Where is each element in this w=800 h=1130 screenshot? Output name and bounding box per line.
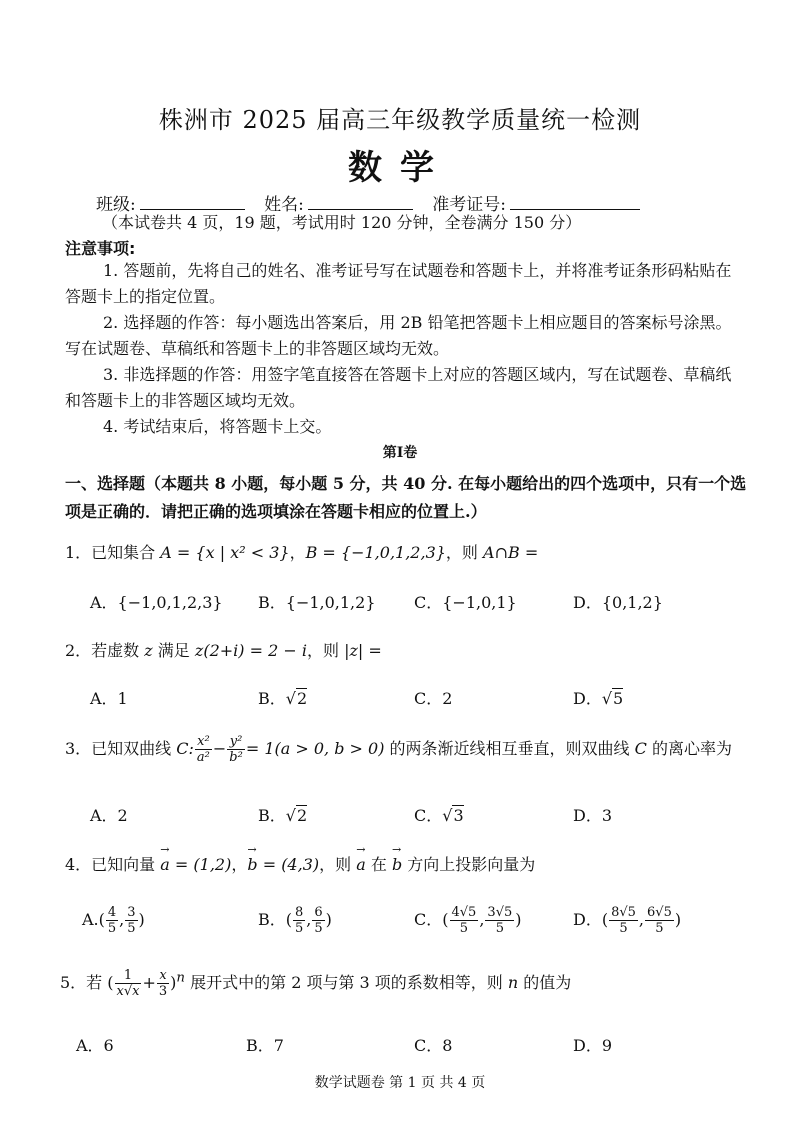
q2-option-d[interactable]: D．√5 bbox=[573, 689, 624, 708]
q5-option-c[interactable]: C．8 bbox=[414, 1036, 453, 1055]
q4-option-c[interactable]: C．( $\frac{4√5}{5}$ , $\frac{3√5}{5}$ ) bbox=[414, 905, 522, 936]
q3-curve-name: C: bbox=[176, 739, 194, 758]
q5-frac-2-num: x bbox=[157, 968, 169, 984]
q4-option-b[interactable]: B．( $\frac{8}{5}$ , $\frac{6}{5}$ ) bbox=[258, 905, 332, 936]
subject-title: 数学 bbox=[348, 148, 452, 188]
notice-item-3-text: 3. 非选择题的作答：用签字笔直接答在答题卡上对应的答题区域内，写在试题卷、草稿纸和答题卡上的非答题区域均无效。 bbox=[65, 365, 732, 410]
q4-d-frac-2 bbox=[645, 905, 674, 936]
q4-stem-a: 4．已知向量 bbox=[65, 855, 161, 874]
q5-frac-2-den: 3 bbox=[158, 984, 168, 999]
q1-intersection: A∩B = bbox=[483, 543, 539, 562]
notice-title: 注意事项: bbox=[65, 239, 136, 258]
q3-frac-x-den: a² bbox=[196, 750, 210, 765]
q2-option-d-radicand: 5 bbox=[613, 689, 624, 708]
q3-stem-c: 的离心率为 bbox=[646, 739, 732, 758]
q2-option-b-label: B． bbox=[258, 689, 286, 708]
q3-option-b-label: B． bbox=[258, 806, 286, 825]
question-1 bbox=[65, 540, 538, 563]
section-title: 第I卷 bbox=[382, 445, 418, 461]
q4-vector-a-value: = (1,2) bbox=[169, 855, 232, 874]
q3-condition: = 1(a > 0, b > 0) bbox=[245, 739, 385, 758]
q2-option-c[interactable]: C．2 bbox=[414, 689, 453, 708]
q4-d-frac-1-num: 8√5 bbox=[611, 905, 636, 920]
q3-stem-b: 的两条渐近线相互垂直，则双曲线 bbox=[384, 739, 635, 758]
q4-a-frac-2-den: 5 bbox=[127, 921, 136, 936]
q4-option-c-label: C． bbox=[414, 910, 443, 929]
question-3: 3．已知双曲线 C: $\frac{\text{x²}}{\text{a²}}$ − $\frac{\text{y²}}{\text{b²}}$ = 1(a > 0, b > 0) 的两条渐近线相互垂直，则双曲线 C 的离心率为 bbox=[65, 734, 732, 765]
notice-item-4 bbox=[65, 414, 745, 440]
q4-c-frac-2 bbox=[485, 905, 514, 936]
q4-a-frac-1-den: 5 bbox=[107, 921, 117, 936]
q4-a-frac-1-num: 4 bbox=[107, 905, 117, 920]
q3-option-c-radicand: 3 bbox=[453, 806, 464, 825]
q2-var-z: z bbox=[144, 641, 153, 660]
q4-a-frac-1 bbox=[106, 905, 118, 936]
q4-vector-b-value: = (4,3) bbox=[257, 855, 320, 874]
q4-option-b-label: B． bbox=[258, 910, 286, 929]
q4-b-frac-2-den: 5 bbox=[314, 921, 323, 936]
q3-option-c-label: C． bbox=[414, 806, 443, 825]
q4-c-frac-2-num: 3√5 bbox=[487, 905, 513, 920]
q2-modulus: |z| = bbox=[344, 641, 382, 660]
q5-var-n: n bbox=[507, 973, 519, 992]
q4-b-frac-1-num: 8 bbox=[295, 905, 304, 920]
q3-stem-a: 3．已知双曲线 bbox=[65, 739, 177, 758]
q4-vector-b-ref: → b bbox=[392, 855, 402, 874]
q5-frac-1-num: 1 bbox=[115, 968, 142, 984]
q3-option-c[interactable]: C．√3 bbox=[414, 806, 464, 825]
exam-title: 株洲市 2025 届高三年级教学质量统一检测 bbox=[158, 106, 642, 134]
q4-stem-e: 方向上投影向量为 bbox=[402, 855, 536, 874]
q5-stem-c: 的值为 bbox=[518, 973, 572, 992]
name-label: 姓名: bbox=[264, 195, 304, 215]
q3-frac-y-num: y² bbox=[227, 734, 245, 750]
q2-option-b[interactable]: B．√2 bbox=[258, 689, 308, 708]
q3-option-b-radicand: 2 bbox=[296, 806, 308, 825]
notice-item-4-text: 4. 考试结束后，将答题卡上交。 bbox=[103, 417, 332, 436]
page-footer: 数学试题卷 第 1 页 共 4 页 bbox=[314, 1075, 486, 1091]
q4-b-frac-1 bbox=[293, 905, 305, 936]
q1-option-d[interactable]: D．{0,1,2} bbox=[573, 593, 663, 612]
question-5: 5．若 ( $\frac{1}{x√x}$ + $\frac{x}{3}$ )$^n$ 展开式中的第 2 项与第 3 项的系数相等，则 n 的值为 bbox=[60, 968, 572, 999]
q4-d-frac-2-num: 6√5 bbox=[647, 905, 672, 920]
q4-d-frac-2-den: 5 bbox=[655, 921, 664, 936]
q2-stem-a: 2．若虚数 bbox=[65, 641, 145, 660]
q5-option-d[interactable]: D．9 bbox=[573, 1036, 613, 1055]
exam-info: （本试卷共 4 页，19 题，考试用时 120 分钟，全卷满分 150 分） bbox=[102, 213, 582, 232]
q4-d-frac-1 bbox=[609, 905, 638, 936]
q3-frac-y-den: b² bbox=[229, 750, 243, 765]
q1-stem-c: ，则 bbox=[445, 543, 484, 562]
q4-option-d-label: D． bbox=[573, 910, 602, 929]
q4-c-frac-2-den: 5 bbox=[495, 921, 504, 936]
q5-frac-1-den: x√x bbox=[116, 984, 140, 999]
q1-option-a[interactable]: A．{−1,0,1,2,3} bbox=[90, 593, 223, 612]
id-blank[interactable] bbox=[510, 194, 640, 210]
q4-d-frac-1-den: 5 bbox=[619, 921, 628, 936]
name-blank[interactable] bbox=[308, 194, 413, 210]
q4-stem-d: 在 bbox=[365, 855, 392, 874]
question-2 bbox=[65, 638, 382, 661]
q2-option-a[interactable]: A．1 bbox=[90, 689, 128, 708]
q1-option-c[interactable]: C．{−1,0,1} bbox=[414, 593, 517, 612]
q4-a-frac-2 bbox=[125, 905, 137, 936]
question-4 bbox=[65, 852, 535, 875]
q4-a-frac-2-num: 3 bbox=[127, 905, 136, 920]
q4-stem-b: ， bbox=[231, 855, 248, 874]
q3-frac-y bbox=[227, 734, 245, 765]
q5-frac-1 bbox=[115, 968, 142, 999]
q2-option-b-radicand: 2 bbox=[296, 689, 308, 708]
q4-c-frac-1 bbox=[450, 905, 479, 936]
notice-item-1 bbox=[65, 258, 745, 310]
notice-item-3 bbox=[65, 362, 745, 414]
notice-item-2-text: 2. 选择题的作答：每小题选出答案后，用 2B 铅笔把答题卡上相应题目的答案标号涂黑。写在试题卷、草稿纸和答题卡上的非答题区域均无效。 bbox=[65, 313, 732, 358]
q5-stem-a: 5．若 bbox=[60, 973, 108, 992]
part-one-instructions: 一、选择题（本题共 8 小题，每小题 5 分，共 40 分. 在每小题给出的四个选项中，只有一个选项是正确的．请把正确的选项填涂在答题卡相应的位置上.） bbox=[65, 474, 747, 521]
q1-stem-a: 1．已知集合 bbox=[65, 543, 161, 562]
q4-c-frac-1-den: 5 bbox=[459, 921, 469, 936]
class-label: 班级: bbox=[96, 195, 136, 215]
q1-option-b[interactable]: B．{−1,0,1,2} bbox=[258, 593, 376, 612]
q4-b-frac-2 bbox=[312, 905, 324, 936]
q4-b-frac-2-num: 6 bbox=[314, 905, 323, 920]
q4-c-frac-1-num: 4√5 bbox=[451, 905, 477, 920]
q1-stem-b: ， bbox=[289, 543, 306, 562]
q3-frac-x-num: x² bbox=[195, 734, 212, 750]
q1-set-b: B = {−1,0,1,2,3} bbox=[305, 543, 446, 562]
q4-stem-c: ，则 bbox=[319, 855, 357, 874]
q3-option-d[interactable]: D．3 bbox=[573, 806, 613, 825]
q5-option-b[interactable]: B．7 bbox=[246, 1036, 284, 1055]
q4-vector-b: → b bbox=[247, 855, 257, 874]
q5-power: n bbox=[176, 970, 186, 986]
notice-item-2 bbox=[65, 310, 745, 362]
q4-vector-a: → a bbox=[160, 855, 170, 874]
q3-curve-ref: C bbox=[634, 739, 647, 758]
q2-option-d-label: D． bbox=[573, 689, 602, 708]
q2-stem-c: ，则 bbox=[306, 641, 345, 660]
q4-option-a[interactable]: A.( $\frac{4}{5}$ , $\frac{3}{5}$ ) bbox=[82, 905, 145, 936]
q3-frac-x bbox=[195, 734, 212, 765]
id-label: 准考证号: bbox=[432, 195, 507, 215]
q2-equation: z(2+i) = 2 − i bbox=[194, 641, 307, 660]
q3-option-a[interactable]: A．2 bbox=[90, 806, 128, 825]
q4-option-d[interactable]: D．( $\frac{8√5}{5}$ , $\frac{6√5}{5}$ ) bbox=[573, 905, 682, 936]
q1-set-a: A = {x | x² < 3} bbox=[160, 543, 290, 562]
notice-item-1-text: 1. 答题前，先将自己的姓名、准考证号写在试题卷和答题卡上，并将准考证条形码粘贴在答题卡上的指定位置。 bbox=[65, 261, 732, 306]
q5-frac-2 bbox=[157, 968, 169, 999]
q4-option-a-label: A. bbox=[82, 910, 99, 929]
q4-vector-a-ref: → a bbox=[356, 855, 366, 874]
q3-option-b[interactable]: B．√2 bbox=[258, 806, 308, 825]
q5-option-a[interactable]: A．6 bbox=[76, 1036, 114, 1055]
class-blank[interactable] bbox=[140, 194, 245, 210]
q4-b-frac-1-den: 5 bbox=[295, 921, 304, 936]
q5-stem-b: 展开式中的第 2 项与第 3 项的系数相等，则 bbox=[185, 973, 508, 992]
q2-stem-b: 满足 bbox=[152, 641, 195, 660]
